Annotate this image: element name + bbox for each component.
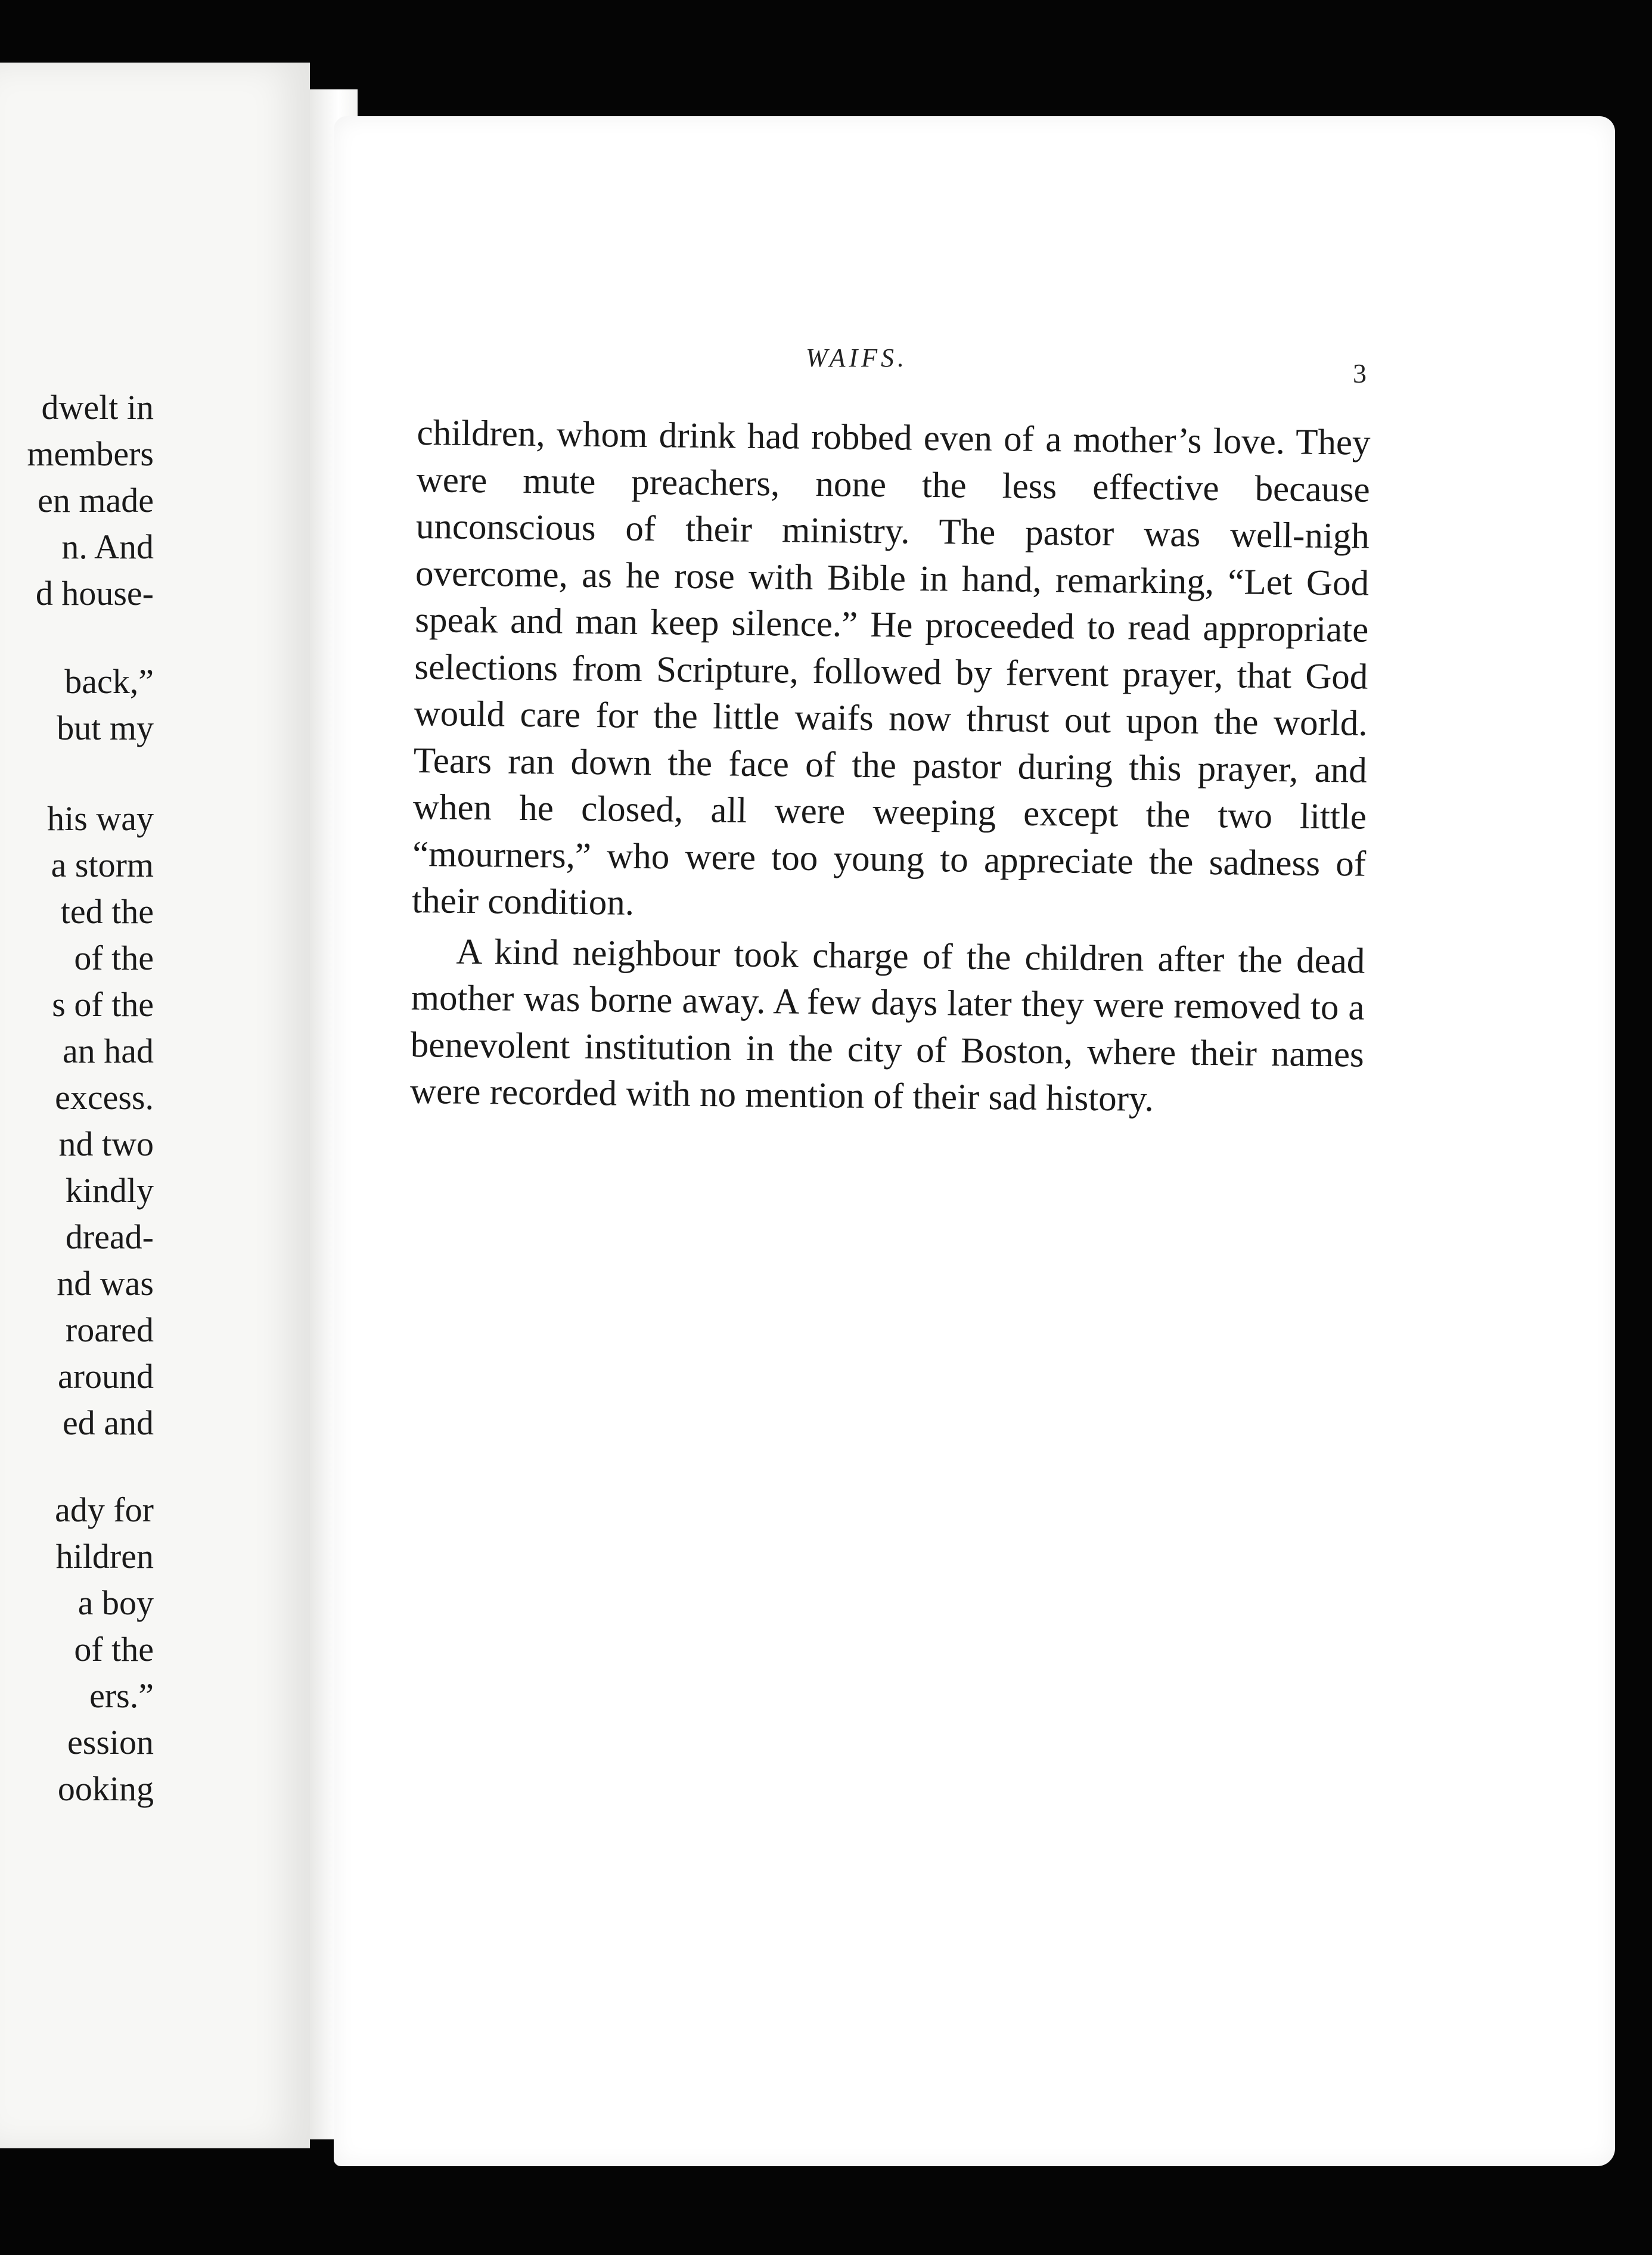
left-page-line: hildren <box>55 1537 154 1576</box>
left-page-line: n. And <box>61 527 154 566</box>
left-page-line: ady for <box>55 1490 154 1529</box>
page-number: 3 <box>1353 358 1367 389</box>
left-page-line: excess. <box>55 1078 154 1117</box>
left-page-line: an had <box>63 1032 154 1070</box>
left-page-line: of the <box>74 939 154 977</box>
left-page-line: nd was <box>57 1264 154 1303</box>
left-page-line: around <box>57 1357 154 1396</box>
left-page-line: nd two <box>58 1125 154 1163</box>
left-page-line: of the <box>74 1630 154 1669</box>
paragraph: children, whom drink had robbed even of a mother’s love. They were mute preachers, none the less effective because unconscious of their ministry. The pastor was well-nigh overcome, as he rose with Bible in hand, remarking, “Let God speak and man keep silence.” He proceeded to read appropriate selections from Scripture, followed by fervent prayer, that God would care for the little waifs now thrust out upon the world. Tears ran down the face of the pastor during this prayer, and when he closed, all were weeping except the two little “mourners,” who were too young to appreciate the sadness of their condition. <box>412 412 1371 923</box>
left-page-line: ers.” <box>89 1676 154 1715</box>
left-page-line: kindly <box>65 1171 154 1210</box>
running-head: WAIFS. <box>806 343 908 372</box>
left-page-line: a storm <box>51 846 154 884</box>
left-page-line: roared <box>65 1310 154 1349</box>
left-page-line: his way <box>47 799 154 838</box>
left-page-line: but my <box>57 709 154 747</box>
paragraph: A kind neighbour took charge of the children after the dead mother was borne away. A few days later they were removed to a benevolent institution in the city of Boston, where their names were recorded with no mention of their sad history. <box>409 931 1365 1120</box>
left-page-line: d house- <box>35 574 154 613</box>
left-page-line: ession <box>67 1723 154 1762</box>
left-page-line: ooking <box>57 1769 154 1808</box>
left-page-line: dread- <box>65 1217 154 1256</box>
left-page-line: members <box>27 434 154 473</box>
left-page-line: back,” <box>64 662 154 701</box>
left-page-line: ed and <box>63 1403 154 1442</box>
body-text <box>410 410 1371 1125</box>
left-page-line: en made <box>38 481 154 520</box>
left-page-line: dwelt in <box>41 388 154 427</box>
left-page <box>0 63 310 2148</box>
left-page-line: ted the <box>60 892 154 931</box>
left-page-line: a boy <box>77 1583 154 1622</box>
left-page-line: s of the <box>52 985 154 1024</box>
